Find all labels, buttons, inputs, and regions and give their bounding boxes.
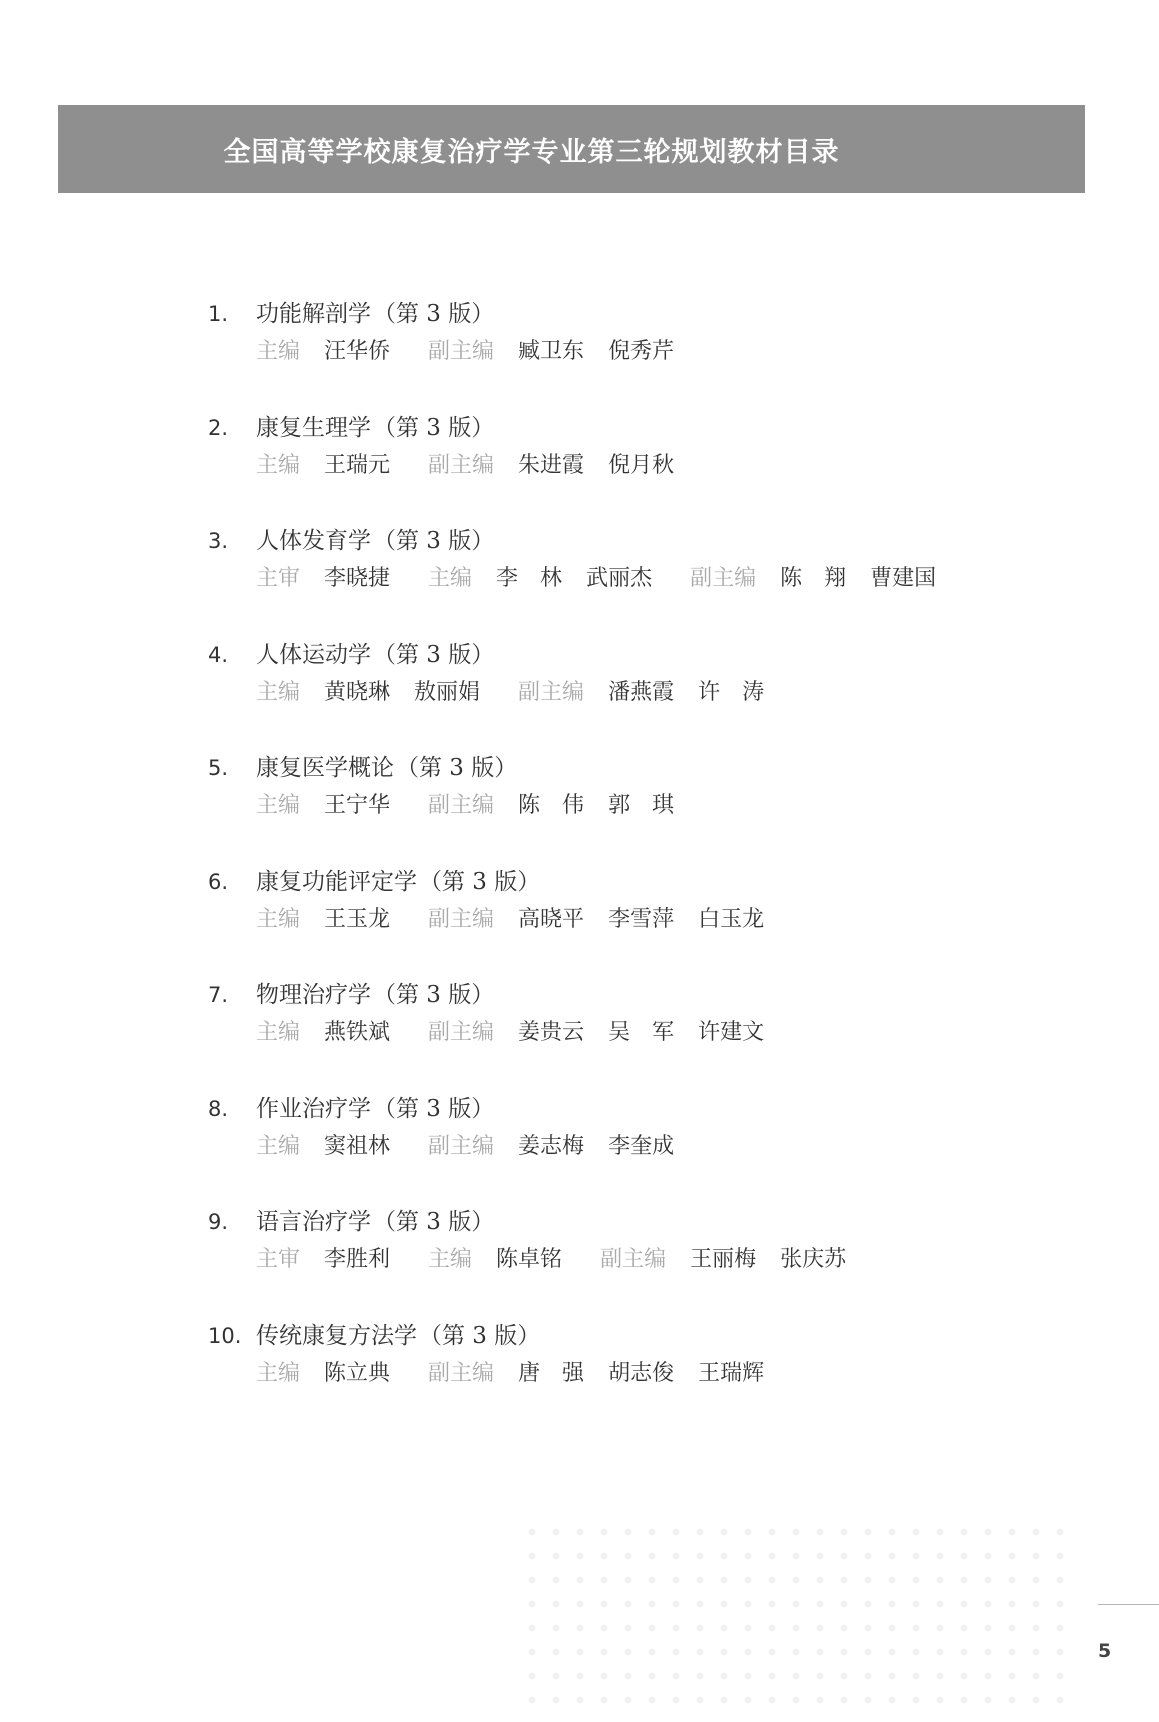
editor-name: 姜志梅 xyxy=(518,1133,585,1159)
editor-group xyxy=(428,1014,764,1052)
entry-number: 7. xyxy=(208,983,229,1007)
book-title-line xyxy=(208,863,1068,901)
book-title: 传统康复方法学 xyxy=(256,1322,417,1349)
editor-name: 李奎成 xyxy=(608,1133,675,1159)
editor-group xyxy=(690,560,936,598)
book-edition: （第 3 版） xyxy=(396,755,518,781)
entry-number: 10. xyxy=(208,1323,242,1348)
editor-name: 许建文 xyxy=(698,1020,765,1045)
editor-name: 张庆苏 xyxy=(780,1247,847,1272)
editor-role-label: 副主编 xyxy=(600,1247,667,1272)
book-title-line xyxy=(208,522,1068,560)
footer-rule xyxy=(1098,1604,1159,1605)
editor-role-label: 主审 xyxy=(256,1247,301,1272)
editor-group xyxy=(428,901,764,939)
editor-name: 王玉龙 xyxy=(324,906,391,932)
editor-role-label: 主编 xyxy=(256,452,301,478)
book-title-line xyxy=(208,636,1068,674)
editor-group xyxy=(256,1128,390,1166)
entry-number: 6. xyxy=(208,869,229,894)
editor-group xyxy=(256,787,390,825)
editor-role-label: 主编 xyxy=(256,679,301,705)
editor-role-label: 主编 xyxy=(428,566,473,591)
editor-name: 郭 琪 xyxy=(608,793,675,818)
editor-name: 陈立典 xyxy=(324,1360,391,1386)
editor-name: 唐 强 xyxy=(518,1360,585,1386)
editor-role-label: 主编 xyxy=(256,793,301,818)
editor-group xyxy=(256,447,390,485)
entry-number: 3. xyxy=(208,529,229,553)
entry-number: 9. xyxy=(208,1210,229,1234)
book-entry xyxy=(208,522,1068,636)
editors-line xyxy=(256,447,1068,485)
editor-group xyxy=(256,674,480,712)
editor-name: 倪秀芹 xyxy=(608,339,675,364)
book-edition: （第 3 版） xyxy=(419,868,541,895)
editor-name: 臧卫东 xyxy=(518,339,585,364)
editor-role-label: 副主编 xyxy=(690,566,757,591)
book-title-line xyxy=(208,409,1068,447)
header-bar xyxy=(58,105,1085,193)
editor-group xyxy=(256,333,390,371)
editor-group xyxy=(256,901,390,939)
book-title: 语言治疗学 xyxy=(256,1209,371,1235)
editor-role-label: 主编 xyxy=(256,1020,301,1045)
entry-number: 4. xyxy=(208,642,229,667)
book-entry xyxy=(208,1090,1068,1204)
editor-group xyxy=(600,1241,846,1279)
editor-name: 敖丽娟 xyxy=(414,679,481,705)
book-edition: （第 3 版） xyxy=(373,982,495,1008)
editor-name: 姜贵云 xyxy=(518,1020,585,1045)
editor-group xyxy=(428,1355,764,1393)
editor-group xyxy=(428,1128,674,1166)
editor-group xyxy=(428,787,674,825)
editor-name: 陈卓铭 xyxy=(496,1247,563,1272)
book-title-line xyxy=(208,1317,1068,1355)
book-list xyxy=(208,295,1068,1430)
book-title-line xyxy=(208,295,1068,333)
editors-line xyxy=(256,674,1068,712)
editor-role-label: 主编 xyxy=(256,339,301,364)
book-edition: （第 3 版） xyxy=(373,1095,495,1122)
book-title: 人体运动学 xyxy=(256,641,371,668)
book-edition: （第 3 版） xyxy=(373,301,495,327)
editor-name: 王瑞元 xyxy=(324,452,391,478)
editor-name: 胡志俊 xyxy=(608,1360,675,1386)
editor-role-label: 副主编 xyxy=(518,679,585,705)
book-entry xyxy=(208,749,1068,863)
book-edition: （第 3 版） xyxy=(373,1209,495,1235)
editor-group xyxy=(518,674,764,712)
entry-number: 8. xyxy=(208,1096,229,1121)
editor-group xyxy=(428,560,652,598)
book-entry xyxy=(208,976,1068,1090)
book-entry xyxy=(208,295,1068,409)
entry-number: 1. xyxy=(208,302,229,326)
page-number: 5 xyxy=(1098,1640,1112,1662)
editor-role-label: 副主编 xyxy=(428,793,495,818)
editor-name: 倪月秋 xyxy=(608,452,675,478)
editor-role-label: 主编 xyxy=(428,1247,473,1272)
editor-name: 曹建国 xyxy=(870,566,937,591)
editor-name: 李雪萍 xyxy=(608,906,675,932)
book-title-line xyxy=(208,976,1068,1014)
book-entry xyxy=(208,409,1068,523)
book-title-line xyxy=(208,1203,1068,1241)
editor-role-label: 副主编 xyxy=(428,1020,495,1045)
decorative-dot-pattern xyxy=(520,1520,1080,1720)
editors-line xyxy=(256,1241,1068,1279)
book-edition: （第 3 版） xyxy=(373,641,495,668)
editor-name: 王瑞辉 xyxy=(698,1360,765,1386)
editors-line xyxy=(256,901,1068,939)
editor-role-label: 副主编 xyxy=(428,1133,495,1159)
editor-name: 许 涛 xyxy=(698,679,765,705)
editors-line xyxy=(256,333,1068,371)
editor-name: 陈 伟 xyxy=(518,793,585,818)
editors-line xyxy=(256,1014,1068,1052)
editor-name: 李晓捷 xyxy=(324,566,391,591)
editor-role-label: 副主编 xyxy=(428,1360,495,1386)
book-edition: （第 3 版） xyxy=(373,414,495,441)
editor-role-label: 主编 xyxy=(256,1133,301,1159)
editor-name: 黄晓琳 xyxy=(324,679,391,705)
book-entry xyxy=(208,1203,1068,1317)
editor-name: 李胜利 xyxy=(324,1247,391,1272)
book-entry xyxy=(208,863,1068,977)
editors-line xyxy=(256,787,1068,825)
editor-name: 武丽杰 xyxy=(586,566,653,591)
editor-name: 陈 翔 xyxy=(780,566,847,591)
editor-group xyxy=(428,447,674,485)
editor-group xyxy=(256,1014,390,1052)
editor-role-label: 主编 xyxy=(256,906,301,932)
editor-name: 潘燕霞 xyxy=(608,679,675,705)
book-edition: （第 3 版） xyxy=(419,1322,541,1349)
book-title: 作业治疗学 xyxy=(256,1095,371,1122)
page-title: 全国高等学校康复治疗学专业第三轮规划教材目录 xyxy=(223,136,840,168)
editor-group xyxy=(256,1355,390,1393)
editors-line xyxy=(256,1128,1068,1166)
book-entry xyxy=(208,636,1068,750)
entry-number: 5. xyxy=(208,756,229,780)
editor-group xyxy=(428,1241,562,1279)
editors-line xyxy=(256,560,1068,598)
editor-name: 吴 军 xyxy=(608,1020,675,1045)
book-edition: （第 3 版） xyxy=(373,528,495,554)
book-title: 人体发育学 xyxy=(256,528,371,554)
editor-name: 窦祖林 xyxy=(324,1133,391,1159)
book-title: 康复生理学 xyxy=(256,414,371,441)
editor-name: 高晓平 xyxy=(518,906,585,932)
editor-name: 白玉龙 xyxy=(698,906,765,932)
editor-name: 李 林 xyxy=(496,566,563,591)
book-title-line xyxy=(208,749,1068,787)
editor-name: 王宁华 xyxy=(324,793,391,818)
editor-group xyxy=(256,560,390,598)
editor-role-label: 主审 xyxy=(256,566,301,591)
editors-line xyxy=(256,1355,1068,1393)
editor-role-label: 副主编 xyxy=(428,906,495,932)
editor-name: 王丽梅 xyxy=(690,1247,757,1272)
book-title: 康复功能评定学 xyxy=(256,868,417,895)
editor-role-label: 副主编 xyxy=(428,339,495,364)
editor-name: 汪华侨 xyxy=(324,339,391,364)
editor-name: 燕铁斌 xyxy=(324,1020,391,1045)
book-entry xyxy=(208,1317,1068,1431)
book-title-line xyxy=(208,1090,1068,1128)
editor-group xyxy=(428,333,674,371)
editor-role-label: 主编 xyxy=(256,1360,301,1386)
editor-group xyxy=(256,1241,390,1279)
editor-name: 朱进霞 xyxy=(518,452,585,478)
book-title: 功能解剖学 xyxy=(256,301,371,327)
book-title: 物理治疗学 xyxy=(256,982,371,1008)
book-title: 康复医学概论 xyxy=(256,755,394,781)
entry-number: 2. xyxy=(208,415,229,440)
editor-role-label: 副主编 xyxy=(428,452,495,478)
